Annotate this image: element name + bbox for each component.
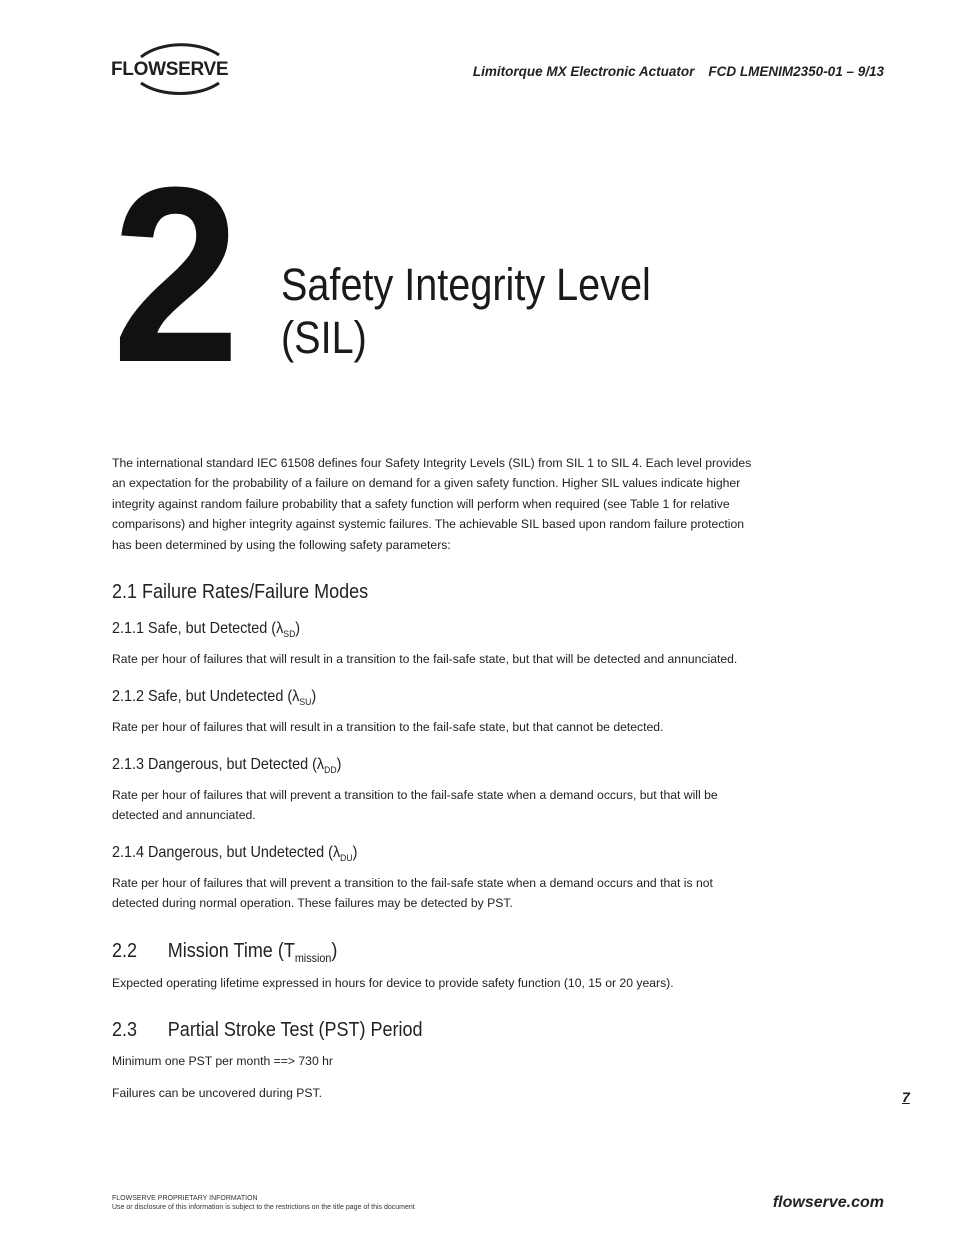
section-2-1-1-text: Rate per hour of failures that will result in a transition to the fail-safe state, but that will be detected and annunciated. <box>112 652 738 666</box>
chapter-number: 2 <box>112 135 229 414</box>
chapter-title-line2: (SIL) <box>281 312 367 363</box>
footer-proprietary: FLOWSERVE PROPRIETARY INFORMATION Use or disclosure of this information is subject to the restrictions on the title page of this document <box>112 1195 415 1211</box>
header-title <box>473 64 884 79</box>
doc-title: Limitorque MX Electronic Actuator <box>472 64 695 79</box>
section-2-3-heading: 2.3 Partial Stroke Test (PST) Period <box>112 1019 423 1041</box>
logo-text: FLOWSERVE <box>111 59 229 80</box>
page-number: 7 <box>902 1089 910 1105</box>
section-2-3-line2: Failures can be uncovered during PST. <box>112 1086 323 1100</box>
section-2-2-heading: 2.2 Mission Time $(T_{mission})$ <box>112 940 338 965</box>
section-2-1-1-heading: 2.1.1 Safe, but Detected $(\lambda_{SD})$ <box>112 620 301 641</box>
section-2-2-text: Expected operating lifetime expressed in hours for device to provide safety function (10, 15 or 20 years). <box>112 976 674 990</box>
section-2-3-line1: Minimum one PST per month ==> 730 hr <box>112 1054 333 1068</box>
section-2-1-4-text: Rate per hour of failures that will prevent a transition to the fail-safe state when a demand occurs and that is not detected during normal operation. These failures may be detected by PST. <box>112 876 713 911</box>
chapter-title <box>281 258 721 364</box>
flowserve-logo <box>111 43 247 95</box>
section-2-1-3-text: Rate per hour of failures that will prevent a transition to the fail-safe state when a demand occurs, but that will be detected and annunciated. <box>112 788 718 823</box>
section-2-1-3-heading: 2.1.3 Dangerous, but Detected $(\lambda_{DD})$ <box>112 756 342 777</box>
intro-paragraph: The international standard IEC 61508 defines four Safety Integrity Levels (SIL) from SIL 1 to SIL 4. Each level provides an expectation for the probability of a failure on demand for a given safety function. Higher SIL values indicate higher integrity against random failure probability that a safety function will perform when required (see Table 1 for relative comparisons) and higher integrity against systemic failures. The achievable SIL based upon random failure protection has been determined by using the following safety parameters: <box>112 456 752 552</box>
section-2-1-2-heading: 2.1.2 Safe, but Undetected $(\lambda_{SU})$ <box>112 688 317 709</box>
footer-url[interactable]: flowserve.com <box>772 1194 884 1211</box>
section-2-1-4-heading: 2.1.4 Dangerous, but Undetected $(\lambda_{DU})$ <box>112 844 358 865</box>
chapter-title-line1: Safety Integrity Level <box>281 259 651 310</box>
section-2-1-heading: 2.1 Failure Rates/Failure Modes <box>112 581 369 603</box>
doc-code: FCD LMENIM2350-01 – 9/13 <box>708 64 884 79</box>
section-2-1-2-text: Rate per hour of failures that will result in a transition to the fail-safe state, but that cannot be detected. <box>112 720 664 734</box>
